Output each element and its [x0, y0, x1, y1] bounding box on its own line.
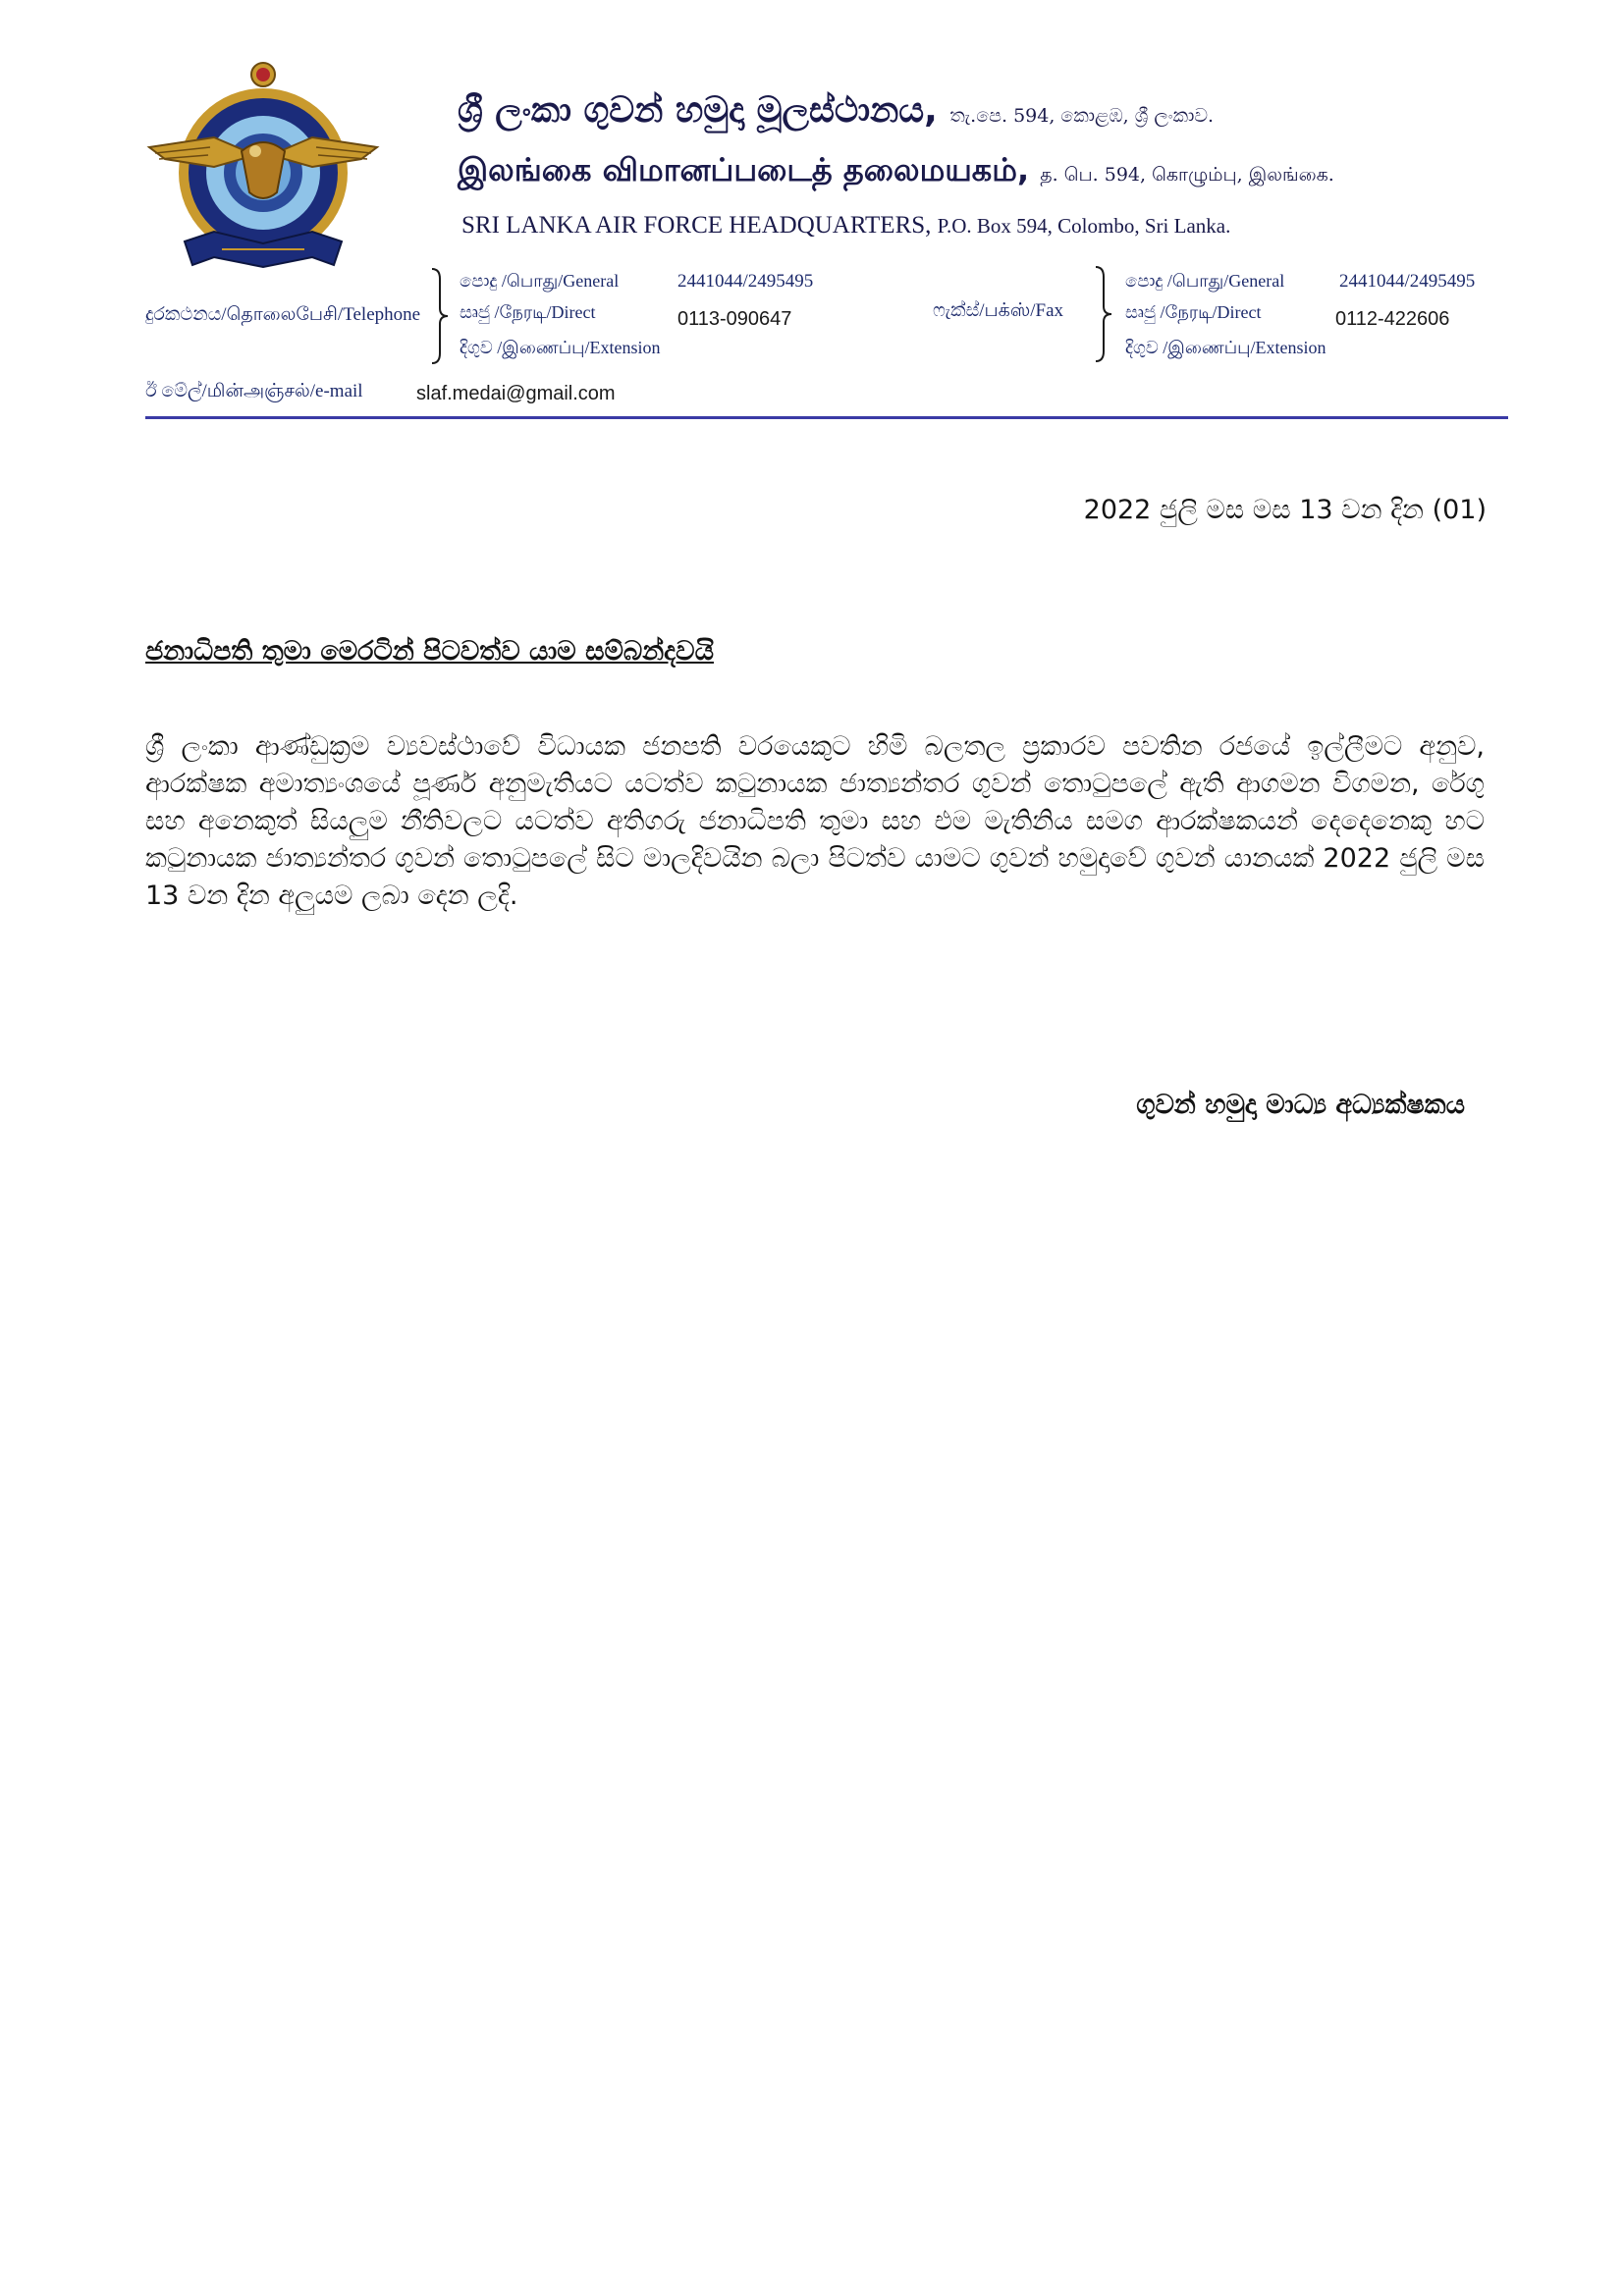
header-english-title: SRI LANKA AIR FORCE HEADQUARTERS,: [461, 212, 932, 239]
document-subject: ජනාධිපති තුමා මෙරටින් පිටවත්ව යාම සම්බන්දවයි: [145, 636, 714, 667]
fax-general-label: පොදු /பொது/General: [1125, 271, 1285, 291]
telephone-general-value: 2441044/2495495: [677, 271, 814, 292]
telephone-direct-value: 0113-090647: [677, 308, 792, 330]
telephone-general-label: පොදු /பொது/General: [460, 271, 620, 291]
header-sinhala-address: තැ.පෙ. 594, කොළඹ, ශ්‍රී ලංකාව.: [949, 105, 1215, 127]
email-value[interactable]: slaf.medai@gmail.com: [416, 383, 616, 404]
header-sinhala-title: ශ්‍රී ලංකා ගුවන් හමුදා මූලස්ථානය,: [458, 90, 938, 131]
fax-extension-label: දිගුව /இணைப்பு/Extension: [1125, 338, 1326, 357]
fax-general-value: 2441044/2495495: [1339, 271, 1476, 292]
document-signature: ගුවන් හමුදා මාධ්‍ය අධ්‍යක්ෂකය: [1136, 1090, 1465, 1120]
document-date: 2022 ජුලි මස මස 13 වන දින (01): [1083, 495, 1487, 525]
fax-brace: [1092, 265, 1113, 363]
email-label: ඊ මේල්/மின்அஞ்சல்/e-mail: [145, 381, 363, 401]
air-force-crest-logo: [145, 57, 381, 293]
telephone-brace: [428, 267, 450, 365]
telephone-direct-label: සෘජු /நேரடி/Direct: [460, 302, 596, 322]
header-english-address: P.O. Box 594, Colombo, Sri Lanka.: [937, 214, 1231, 238]
header-tamil-title: இலங்கை விமானப்படைத் தலைமயகம்,: [458, 151, 1030, 188]
document-body: ශ්‍රී ලංකා ආණ්ඩුක්‍රම ව්‍යවස්ථාවේ විධායක ජනපති වරයෙකුට හිමි බලතල ප්‍රකාරව පවතින රජයේ ඉල්ලීමට අනුව, ආරක්ෂක අමාත්‍යංශයේ පූර්ණ අනුමැතියට යටත්ව කටුනායක ජාත්‍යන්තර ගුවන් තොටුපලේ ඇති ආගමන විගමන, රේගු සහ අනෙකුත් සියලුම නීතිවලට යටත්ව අතිගරු ජනාධිපති තුමා සහ එම මැතිනිය සමග ආරක්ෂකයන් දෙදෙනෙකු හට කටුනායක ජාත්‍යන්තර ගුවන් තොටුපලේ සිට මාලදිවයින බලා පිටත්ව යාමට ගුවන් හමුදාවේ ගුවන් යානයක් 2022 ජුලි මස 13 වන දින අලුයම ලබා දෙන ලදි.: [145, 731, 1485, 911]
header-tamil-address: த. பெ. 594, கொழும்பு, இலங்கை.: [1040, 164, 1334, 186]
fax-direct-value: 0112-422606: [1335, 308, 1450, 330]
header-sinhala-name: [458, 90, 1214, 132]
header-divider: [145, 416, 1508, 419]
header-english-name: [461, 212, 1230, 240]
header-tamil-name: [458, 151, 1334, 192]
fax-direct-label: සෘජු /நேரடி/Direct: [1125, 302, 1262, 322]
fax-label: ෆැක්ස්/பக்ஸ்/Fax: [933, 300, 1064, 321]
telephone-label: දුරකථනය/தொலைபேசி/Telephone: [145, 304, 421, 325]
telephone-extension-label: දිගුව /இணைப்பு/Extension: [460, 338, 661, 357]
